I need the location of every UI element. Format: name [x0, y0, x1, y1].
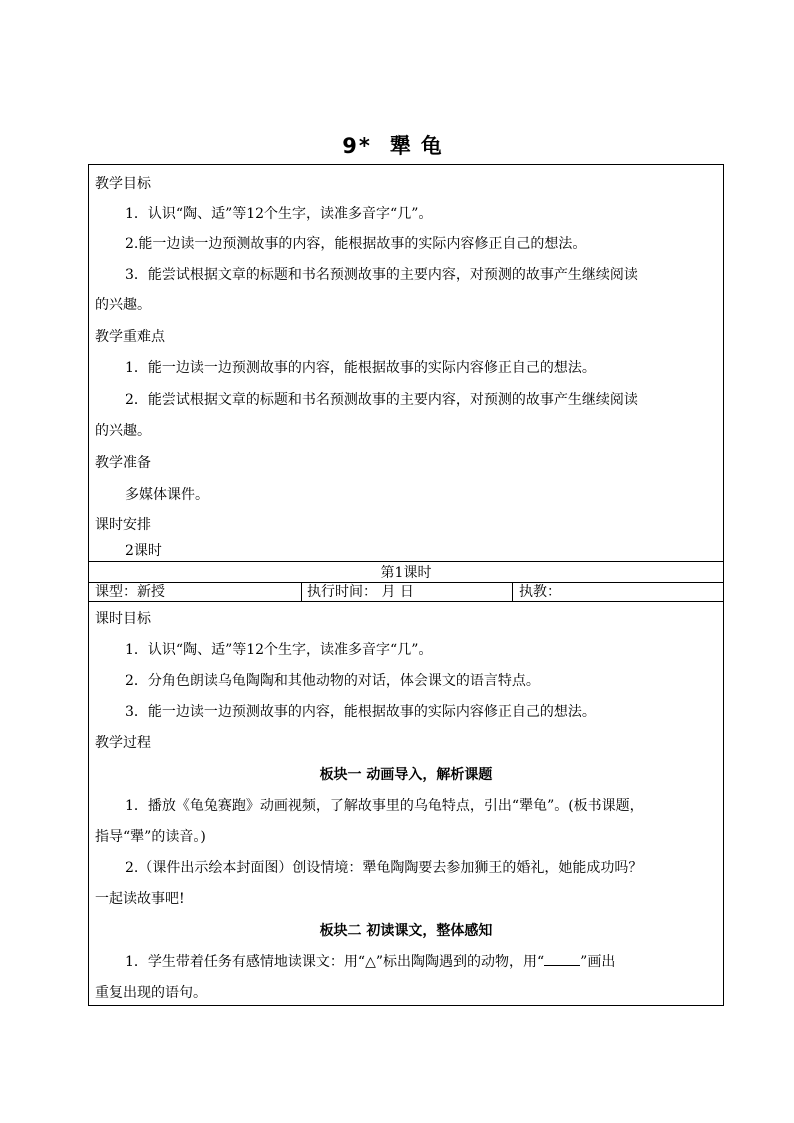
goal-item: 1．认识“陶、适”等12个生字，读准多音字“几”。 — [125, 206, 433, 222]
teacher: 执教： — [519, 584, 561, 600]
lesson-header: 第1课时 — [380, 565, 432, 581]
block2-title: 板块二 初读课文，整体感知 — [319, 923, 493, 939]
goals-heading: 教学目标 — [95, 176, 151, 192]
schedule-heading: 课时安排 — [95, 517, 151, 533]
lesson-type: 课型：新授 — [95, 584, 165, 600]
block2-paragraph-continued: 重复出现的语句。 — [95, 985, 207, 1001]
lesson-title: 犟龟 — [389, 134, 452, 158]
lesson-goals-heading: 课时目标 — [95, 611, 151, 627]
block1-title: 板块一 动画导入，解析课题 — [319, 767, 493, 783]
schedule-text: 2课时 — [125, 543, 162, 559]
lesson-goal-item: 3．能一边读一边预测故事的内容，能根据故事的实际内容修正自己的想法。 — [125, 704, 596, 720]
goal-item-continued: 的兴趣。 — [95, 297, 151, 313]
key-point-item: 2．能尝试根据文章的标题和书名预测故事的主要内容，对预测的故事产生继续阅读 — [125, 392, 638, 408]
block2-text-a: 1．学生带着任务有感情地读课文：用“△”标出陶陶遇到的动物，用“ — [125, 954, 545, 970]
block2-text-b: ”画出 — [580, 954, 616, 970]
key-point-item-continued: 的兴趣。 — [95, 423, 151, 439]
execution-time: 执行时间： 月 日 — [307, 584, 414, 600]
lesson-goal-item: 2．分角色朗读乌龟陶陶和其他动物的对话，体会课文的语言特点。 — [125, 673, 540, 689]
key-point-item: 1．能一边读一边预测故事的内容，能根据故事的实际内容修正自己的想法。 — [125, 360, 596, 376]
row-divider — [89, 601, 723, 602]
lesson-number: 9* — [342, 134, 372, 158]
block1-paragraph-continued: 一起读故事吧! — [95, 891, 185, 907]
preparation-text: 多媒体课件。 — [125, 487, 209, 503]
page-title — [0, 130, 794, 160]
process-heading: 教学过程 — [95, 735, 151, 751]
column-divider — [301, 583, 302, 601]
lesson-goal-item: 1．认识“陶、适”等12个生字，读准多音字“几”。 — [125, 642, 433, 658]
goal-item: 2.能一边读一边预测故事的内容，能根据故事的实际内容修正自己的想法。 — [125, 236, 587, 252]
block1-paragraph-continued: 指导“犟”的读音。) — [95, 829, 206, 845]
underline-blank — [544, 953, 580, 966]
column-divider — [512, 583, 513, 601]
key-points-heading: 教学重难点 — [95, 329, 165, 345]
row-divider — [89, 561, 723, 562]
block1-paragraph: 2.（课件出示绘本封面图）创设情境：犟龟陶陶要去参加狮王的婚礼，她能成功吗？ — [125, 860, 643, 876]
preparation-heading: 教学准备 — [95, 455, 151, 471]
lesson-plan-table — [88, 164, 724, 1006]
goal-item: 3．能尝试根据文章的标题和书名预测故事的主要内容，对预测的故事产生继续阅读 — [125, 267, 638, 283]
block1-paragraph: 1．播放《龟兔赛跑》动画视频，了解故事里的乌龟特点，引出“犟龟”。(板书课题， — [125, 798, 644, 814]
block2-paragraph — [125, 952, 615, 972]
